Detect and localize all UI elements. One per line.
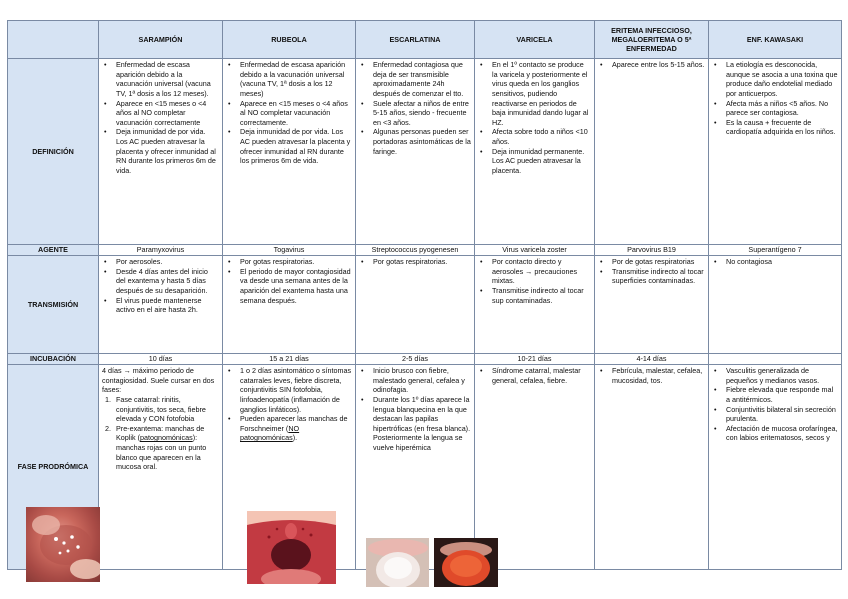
cell-transmision-sarampion <box>99 256 223 354</box>
list-item: • Inicio brusco con fiebre, malestado general, cefalea y odinofagia. <box>359 366 471 395</box>
list-item: • Por contacto directo y aerosoles → precauciones mixtas. <box>478 257 591 286</box>
cell-transmision-varicela <box>475 256 595 354</box>
list-item: • Desde 4 días antes del inicio del exantema y hasta 5 días después de su desaparición. <box>102 267 219 296</box>
cell-prodromica-kawasaki <box>709 365 842 570</box>
list-item: • Aparece en <15 meses o <4 años al NO completar vacunación correctamente. <box>226 99 352 128</box>
list-item: • Febrícula, malestar, cefalea, mucosidad, tos. <box>598 366 705 385</box>
header-row <box>8 21 842 59</box>
list-item: • Transmitise indirecto al tocar sup contaminadas. <box>478 286 591 305</box>
white-tongue-drawing <box>366 538 429 587</box>
list-item: • Transmitise indirecto al tocar superficies contaminadas. <box>598 267 705 286</box>
cell-transmision-kawasaki <box>709 256 842 354</box>
cell-incubacion-rubeola: 15 a 21 días <box>223 354 356 365</box>
list-item: • Suele afectar a niños de entre 5-15 años, siendo - frecuente en <3 años. <box>359 99 471 128</box>
cell-transmision-rubeola <box>223 256 356 354</box>
list-item: • Conjuntivitis bilateral sin secreción purulenta. <box>712 405 838 424</box>
list-item: • Afecta sobre todo a niños <10 años. <box>478 127 591 146</box>
cell-incubacion-kawasaki <box>709 354 842 365</box>
header-sarampion: SARAMPIÓN <box>99 21 223 59</box>
list-item: • 1 o 2 días asintomático o síntomas catarrales leves, fiebre discreta, conjuntivitis SIN fotofobia, linfoadenopatía (inflamación de ganglios linfáticos). <box>226 366 352 414</box>
forchheimer-spots-photo <box>247 511 336 584</box>
prodromica-intro: 4 días → máximo periodo de contagiosidad. Suele cursar en dos fases: <box>102 366 215 395</box>
list-item: • La etiología es desconocida, aunque se asocia a una toxina que produce daño endotelial mediado por anticuerpos. <box>712 60 838 99</box>
header-escarlatina: ESCARLATINA <box>356 21 475 59</box>
cell-transmision-eritema <box>595 256 709 354</box>
list-item: • Afectación de mucosa orofaríngea, con labios eritematosos, secos y <box>712 424 838 443</box>
list-item: • Por gotas respiratorias. <box>359 257 471 267</box>
comparison-table <box>7 20 842 570</box>
cell-definicion-rubeola <box>223 59 356 245</box>
cell-agente-rubeola: Togavirus <box>223 245 356 256</box>
header-varicela: VARICELA <box>475 21 595 59</box>
cell-definicion-sarampion <box>99 59 223 245</box>
list-item: • En el 1º contacto se produce la varicela y posteriormente el virus queda en los ganglios sensitivos, pudiendo reactivarse en periodos de baja inmunidad dando lugar al HZ. <box>478 60 591 127</box>
cell-definicion-varicela <box>475 59 595 245</box>
header-eritema: ERITEMA INFECCIOSO, MEGALOERITEMA O 5ª ENFERMEDAD <box>595 21 709 59</box>
row-label-transmision: TRANSMISIÓN <box>8 256 99 354</box>
cell-definicion-eritema <box>595 59 709 245</box>
list-item: • No contagiosa <box>712 257 838 267</box>
list-item: • Por aerosoles. <box>102 257 219 267</box>
list-item: • Por gotas respiratorias. <box>226 257 352 267</box>
list-item: 1. Fase catarral: rinitis, conjuntivitis, tos seca, fiebre elevada y CON fotofobia <box>105 394 206 424</box>
cell-agente-escarlatina: Streptococcus pyogenesen <box>356 245 475 256</box>
cell-agente-varicela: Virus varicela zoster <box>475 245 595 256</box>
list-item: • Deja inmunidad de por vida. Los AC pueden atravesar la placenta y ofrecer inmunidad al RN durante los primeros 6m de vida. <box>102 127 219 175</box>
row-incubacion <box>8 354 842 365</box>
list-item: • Síndrome catarral, malestar general, cefalea, fiebre. <box>478 366 591 385</box>
list-item: • Algunas personas pueden ser portadoras asintomáticas de la faringe. <box>359 127 471 156</box>
cell-incubacion-varicela: 10-21 días <box>475 354 595 365</box>
white-strawberry-tongue-photo <box>366 538 429 587</box>
cell-transmision-escarlatina <box>356 256 475 354</box>
row-definicion <box>8 59 842 245</box>
header-kawasaki: ENF. KAWASAKI <box>709 21 842 59</box>
header-corner <box>8 21 99 59</box>
header-rubeola: RUBEOLA <box>223 21 356 59</box>
row-label-prodromica: FASE PRODRÓMICA <box>8 365 99 570</box>
cell-prodromica-sarampion <box>99 365 223 570</box>
cell-definicion-escarlatina <box>356 59 475 245</box>
cell-agente-sarampion: Paramyxovirus <box>99 245 223 256</box>
cell-incubacion-escarlatina: 2-5 días <box>356 354 475 365</box>
row-label-agente: AGENTE <box>8 245 99 256</box>
list-item: • Durante los 1º días aparece la lengua blanquecina en la que destacan las papilas hipertróficas (en fresa blanca). Posteriormente la lengua se vuelve hiperémica <box>359 395 471 453</box>
list-item: • Vasculitis generalizada de pequeños y medianos vasos. <box>712 366 838 385</box>
row-agente <box>8 245 842 256</box>
list-item: • Por de gotas respiratorias <box>598 257 705 267</box>
red-strawberry-tongue-photo <box>434 538 498 587</box>
list-item: • Deja inmunidad permanente. Los AC pueden atravesar la placenta. <box>478 147 591 176</box>
row-transmision <box>8 256 842 354</box>
koplik-spots-drawing <box>26 507 100 582</box>
list-item: • El virus puede mantenerse activo en el aire hasta 2h. <box>102 296 219 315</box>
cell-definicion-kawasaki <box>709 59 842 245</box>
row-label-definicion: DEFINICIÓN <box>8 59 99 245</box>
cell-agente-eritema: Parvovirus B19 <box>595 245 709 256</box>
cell-incubacion-sarampion: 10 días <box>99 354 223 365</box>
list-item: 2. Pre-exantema: manchas de Koplik (patognomónicas): manchas rojas con un punto blanco que aparecen en la mucosa oral. <box>105 423 207 472</box>
list-item: • Aparece en <15 meses o <4 años al NO completar vacunación correctamente <box>102 99 219 128</box>
cell-incubacion-eritema: 4-14 días <box>595 354 709 365</box>
list-item: • Pueden aparecer las manchas de Forschneimer (NO patognomónicas). <box>226 414 352 443</box>
list-item: • El periodo de mayor contagiosidad va desde una semana antes de la aparición del exantema hasta una semana después. <box>226 267 352 306</box>
koplik-spots-photo <box>26 507 100 582</box>
list-item: • Es la causa + frecuente de cardiopatía adquirida en los niños. <box>712 118 838 137</box>
cell-agente-kawasaki: Superantígeno 7 <box>709 245 842 256</box>
list-item: • Aparece entre los 5-15 años. <box>598 60 705 70</box>
list-item: • Enfermedad de escasa aparición debido a la vacunación universal (vacuna TV, 1ª dosis a los 12 meses). <box>102 60 219 99</box>
throat-drawing <box>247 511 336 584</box>
red-tongue-drawing <box>434 538 498 587</box>
list-item: • Afecta más a niños <5 años. No parece ser contagiosa. <box>712 99 838 118</box>
list-item: • Deja inmunidad de por vida. Los AC pueden atravesar la placenta y ofrecer inmunidad al RN durante los primeros 6m de vida. <box>226 127 352 166</box>
cell-prodromica-eritema <box>595 365 709 570</box>
row-label-incubacion: INCUBACIÓN <box>8 354 99 365</box>
list-item: • Enfermedad de escasa aparición debido a la vacunación universal (vacuna TV, 1ª dosis a los 12 meses) <box>226 60 352 99</box>
list-item: • Enfermedad contagiosa que deja de ser transmisible aproximadamente 24h después de comenzar el tto. <box>359 60 471 99</box>
list-item: • Fiebre elevada que responde mal a antitérmicos. <box>712 385 838 404</box>
